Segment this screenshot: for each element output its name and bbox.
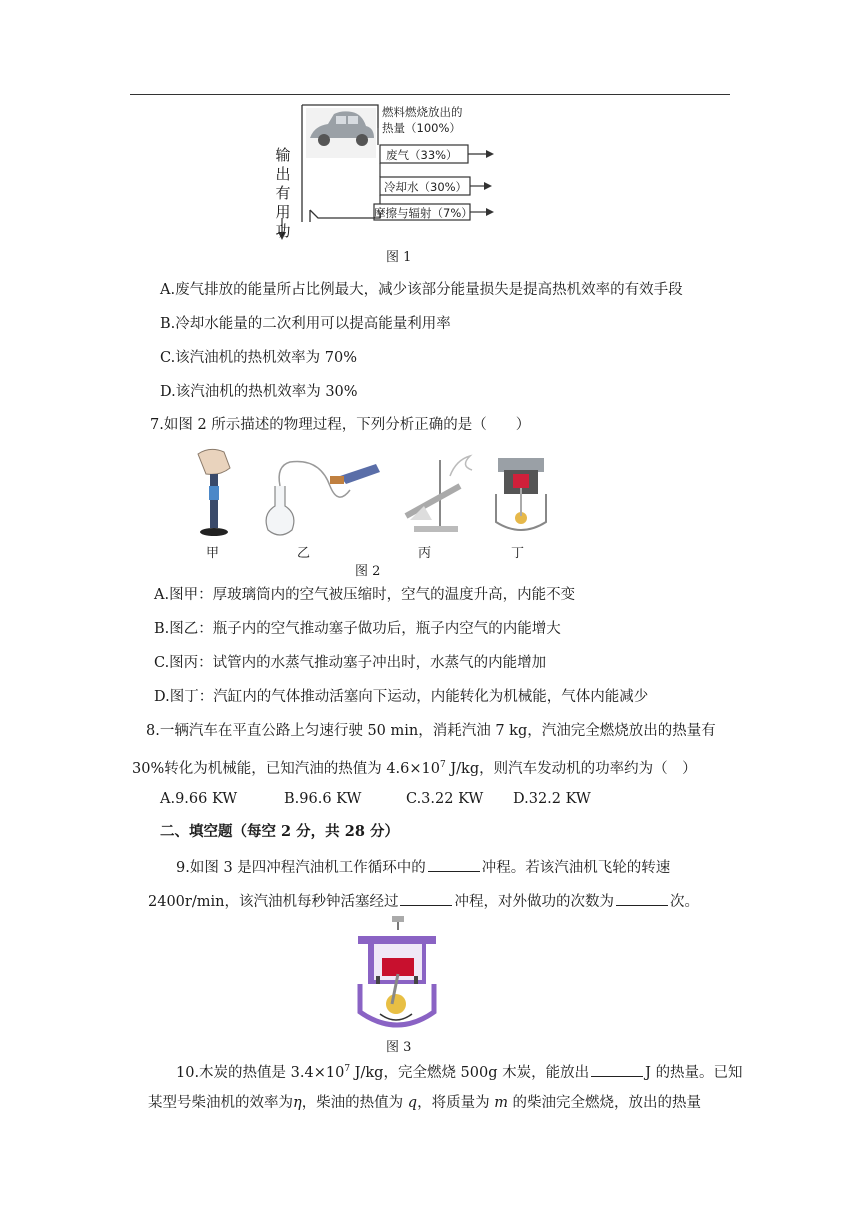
- q10-blank-1[interactable]: [591, 1062, 643, 1077]
- q8-option-b: B.96.6 KW: [284, 791, 362, 807]
- q8-option-a: A.9.66 KW: [160, 791, 238, 807]
- compression-cylinder-icon: [198, 449, 230, 536]
- car-icon: [306, 108, 376, 158]
- figure-2-experiments: [180, 446, 560, 542]
- engine-cylinder-icon: [496, 458, 546, 530]
- engine-intake-stroke-icon: [352, 914, 442, 1034]
- q9-blank-1[interactable]: [428, 857, 480, 872]
- fig2-label-jia: 甲: [206, 546, 220, 561]
- fig1-heat-label-1: 燃料燃烧放出的: [382, 105, 463, 119]
- figure-3-caption: 图 3: [386, 1040, 412, 1055]
- fig1-output-label: 输 出 有 用 功: [275, 146, 291, 240]
- q8-stem-line-1: 8.一辆汽车在平直公路上匀速行驶 50 min，消耗汽油 7 kg，汽油完全燃烧放出的热量有: [146, 723, 716, 739]
- fig1-exhaust-label: 废气（33%）: [386, 148, 458, 162]
- q10-line-1: 10.木炭的热值是 $3.4\times 10^7$ J/kg，完全燃烧 500g 木炭，能放出 J 的热量。已知: [176, 1059, 743, 1083]
- q6-option-a: A.废气排放的能量所占比例最大，减少该部分能量损失是提高热机效率的有效手段: [160, 282, 683, 298]
- q7-option-b: B.图乙：瓶子内的空气推动塞子做功后，瓶子内空气的内能增大: [154, 621, 561, 637]
- q8-option-c: C.3.22 KW: [406, 791, 484, 807]
- flask-pump-icon: [266, 462, 380, 536]
- fig1-heat-label-2: 热量（100%）: [382, 121, 461, 135]
- fig2-label-yi: 乙: [297, 546, 311, 561]
- figure-1-energy-flow: [270, 100, 510, 245]
- experiment-illustrations: [180, 446, 560, 542]
- test-tube-stand-icon: [406, 456, 472, 532]
- q6-option-d: D.该汽油机的热机效率为 30%: [160, 384, 358, 400]
- q6-option-b: B.冷却水能量的二次利用可以提高能量利用率: [160, 316, 451, 332]
- figure-1-caption: 图 1: [386, 250, 412, 265]
- q9-line-1: 9.如图 3 是四冲程汽油机工作循环中的 冲程。若该汽油机飞轮的转速: [176, 857, 670, 878]
- fig2-label-bing: 丙: [418, 546, 432, 561]
- q8-stem-line-2: 30%转化为机械能，已知汽油的热值为 $4.6\times 10^7$ J/kg，则汽车发动机的功率约为（ ）: [132, 760, 697, 777]
- q6-option-c: C.该汽油机的热机效率为 70%: [160, 350, 358, 366]
- figure-3-engine: [352, 914, 442, 1034]
- fig2-label-ding: 丁: [511, 546, 525, 561]
- section-2-heading: 二、填空题（每空 2 分，共 28 分）: [160, 823, 399, 840]
- q9-line-2: 2400r/min，该汽油机每秒钟活塞经过 冲程，对外做功的次数为 次。: [148, 891, 699, 912]
- q7-option-c: C.图丙：试管内的水蒸气推动塞子冲出时，水蒸气的内能增加: [154, 655, 547, 671]
- q8-option-d: D.32.2 KW: [513, 791, 591, 807]
- header-rule: [130, 94, 730, 95]
- q9-blank-3[interactable]: [616, 891, 668, 906]
- fig1-friction-label: 摩擦与辐射（7%）: [374, 206, 473, 220]
- fig1-cooling-label: 冷却水（30%）: [384, 180, 468, 194]
- q7-option-a: A.图甲：厚玻璃筒内的空气被压缩时，空气的温度升高，内能不变: [154, 587, 576, 603]
- q9-blank-2[interactable]: [400, 891, 452, 906]
- figure-2-caption: 图 2: [355, 564, 381, 579]
- q10-line-2: 某型号柴油机的效率为η，柴油的热值为 q，将质量为 m 的柴油完全燃烧，放出的热量: [148, 1095, 702, 1111]
- q7-stem: 7.如图 2 所示描述的物理过程，下列分析正确的是（ ）: [150, 417, 531, 433]
- q7-option-d: D.图丁：汽缸内的气体推动活塞向下运动，内能转化为机械能，气体内能减少: [154, 689, 649, 705]
